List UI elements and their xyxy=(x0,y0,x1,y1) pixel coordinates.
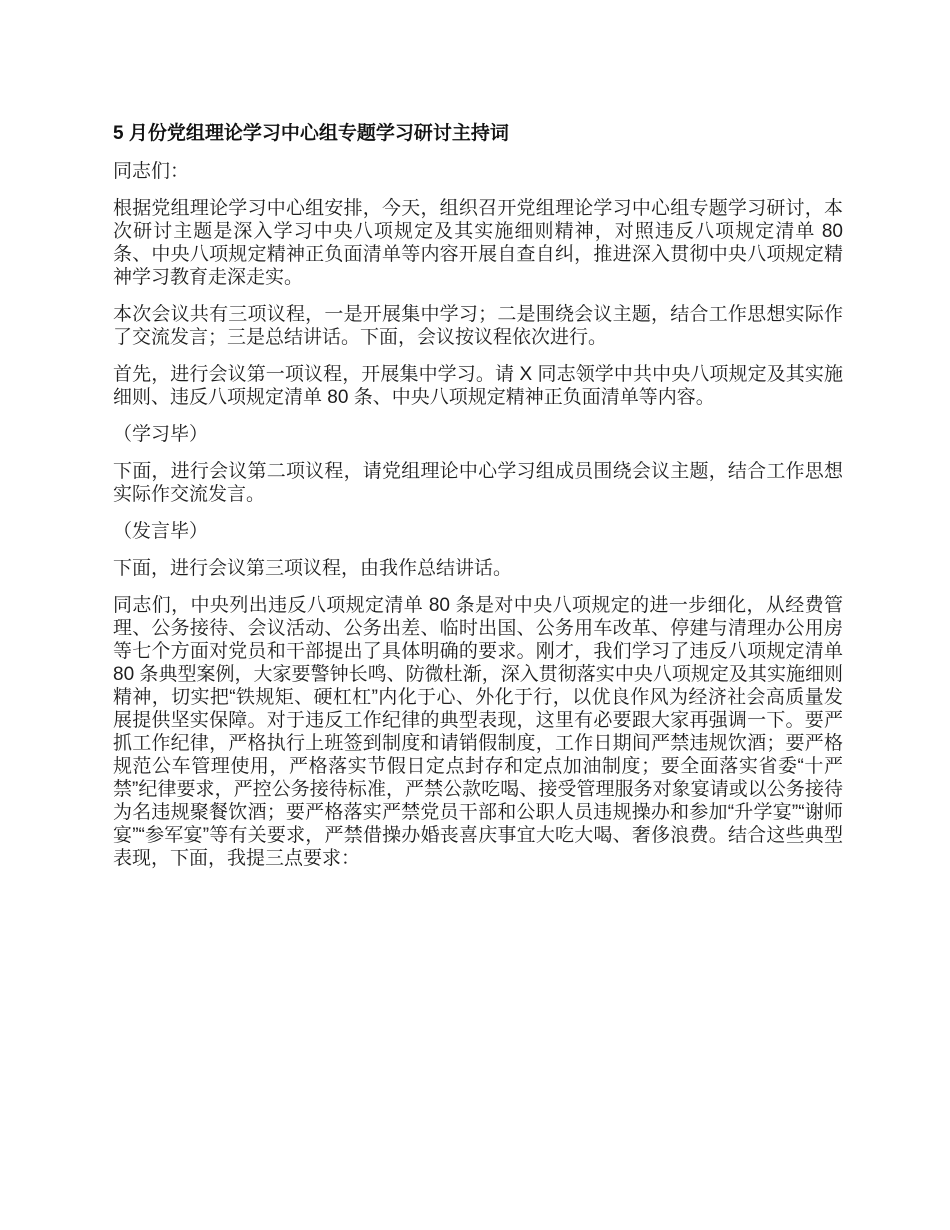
paragraph-study-finished-note: （学习毕） xyxy=(113,424,209,445)
paragraph-agenda-item-1: 首先，进行会议第一项议程，开展集中学习。请 X 同志领学中共中央八项规定及其实施细则、违反八项规定清单 80 条、中央八项规定精神正负面清单等内容。 xyxy=(113,364,843,408)
paragraph-intro: 根据党组理论学习中心组安排，今天，组织召开党组理论学习中心组专题学习研讨，本次研讨主题是深入学习中央八项规定及其实施细则精神，对照违反八项规定清单 80 条、中央八项规定精神正负面清单等内容开展自查自纠，推进深入贯彻中央八项规定精神学习教育走深走实。 xyxy=(113,198,843,288)
paragraph-concluding-remarks: 同志们，中央列出违反八项规定清单 80 条是对中央八项规定的进一步细化，从经费管理、公务接待、会议活动、公务出差、临时出国、公务用车改革、停建与清理办公用房等七个方面对党员和干部提出了具体明确的要求。刚才，我们学习了违反八项规定清单 80 条典型案例，大家要警钟长鸣、防微杜渐，深入贯彻落实中央八项规定及其实施细则精神，切实把“铁规矩、硬杠杠”内化于心、外化于行，以优良作风为经济社会高质量发展提供坚实保障。对于违反工作纪律的典型表现，这里有必要跟大家再强调一下。要严抓工作纪律，严格执行上班签到制度和请销假制度，工作日期间严禁违规饮酒；要严格规范公车管理使用，严格落实节假日定点封存和定点加油制度；要全面落实省委“十严禁”纪律要求，严控公务接待标准，严禁公款吃喝、接受管理服务对象宴请或以公务接待为名违规聚餐饮酒；要严格落实严禁党员干部和公职人员违规操办和参加“升学宴”“谢师宴”“参军宴”等有关要求，严禁借操办婚丧喜庆事宜大吃大喝、奢侈浪费。结合这些典型表现，下面，我提三点要求： xyxy=(113,595,843,869)
paragraph-agenda-overview: 本次会议共有三项议程，一是开展集中学习；二是围绕会议主题，结合工作思想实际作了交流发言；三是总结讲话。下面，会议按议程依次进行。 xyxy=(113,304,843,348)
paragraph-salutation: 同志们： xyxy=(113,161,190,182)
document-title: 5 月份党组理论学习中心组专题学习研讨主持词 xyxy=(113,123,509,144)
paragraph-speech-finished-note: （发言毕） xyxy=(113,521,209,542)
paragraph-agenda-item-3: 下面，进行会议第三项议程，由我作总结讲话。 xyxy=(113,558,513,579)
paragraph-agenda-item-2: 下面，进行会议第二项议程，请党组理论中心学习组成员围绕会议主题，结合工作思想实际作交流发言。 xyxy=(113,461,843,505)
